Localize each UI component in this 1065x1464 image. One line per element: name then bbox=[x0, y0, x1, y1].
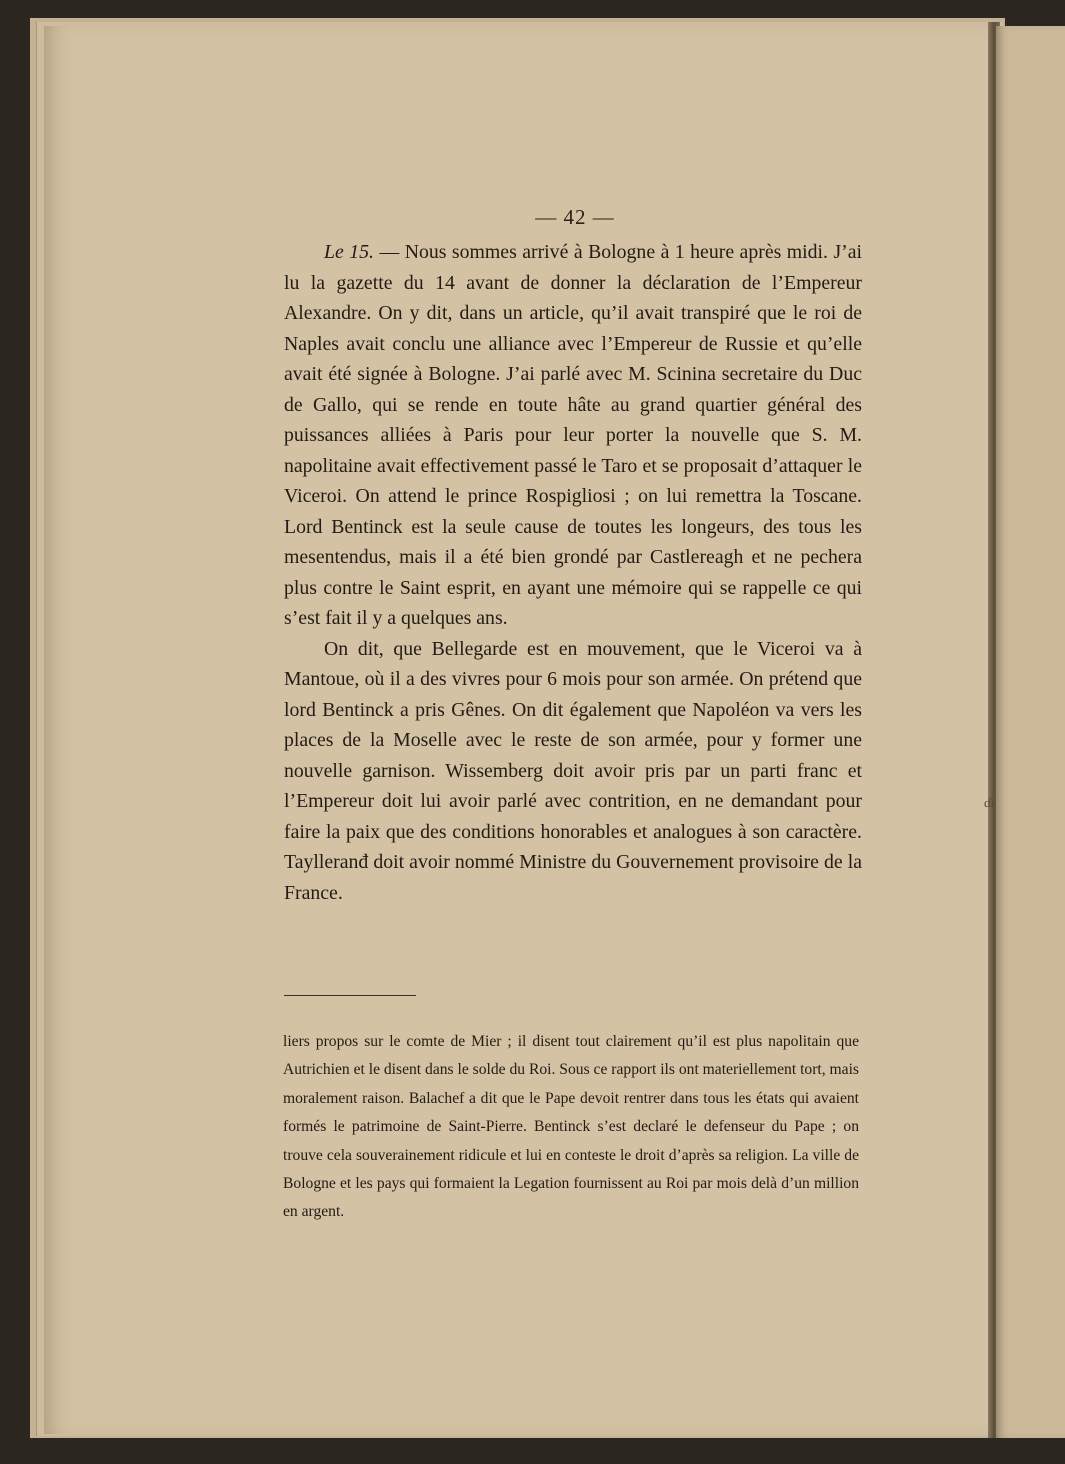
paragraph-2-text: On dit, que Bellegarde est en mouvement, que le Viceroi va à Mantoue, où il a des vivres pour 6 mois pour son armée. On prétend que lord Bentinck a pris Gênes. On dit également que Napoléon va vers les places de la Moselle avec le reste de son armée, pour y former une nouvelle garnison. Wissemberg doit avoir pris par un parti franc et l’Empereur doit lui avoir parlé avec contrition, en ne demandant pour faire la paix que des conditions honorables et analogues à son caractère. Taylleranđ doit avoir nommé Ministre du Gouvernement provisoire de la France. bbox=[284, 637, 862, 904]
paragraph-1 bbox=[284, 237, 862, 634]
facing-page-mark: ɗì bbox=[984, 795, 995, 810]
paragraph-1-text: — Nous sommes arrivé à Bologne à 1 heure après midi. J’ai lu la gazette du 14 avant de donner la déclaration de l’Empereur Alexandre. On y dit, dans un article, qu’il avait transpiré que le roi de Naples avait conclu une alliance avec l’Empereur de Russie et qu’elle avait été signée à Bologne. J’ai parlé avec M. Scinina secretaire du Duc de Gallo, qui se rende en toute hâte au grand quartier général des puissances alliées à Paris pour leur porter la nouvelle que S. M. napolitaine avait effectivement passé le Taro et se proposait d’attaquer le Viceroi. On attend le prince Rospigliosi ; on lui remettra la Toscane. Lord Bentinck est la seule cause de toutes les longeurs, des tous les mesentendus, mais il a été bien grondé par Castlereagh et ne pechera plus contre le Saint esprit, en ayant une mémoire qui se rappelle ce qui s’est fait il y a quelques ans. bbox=[284, 241, 863, 629]
paragraph-2 bbox=[284, 634, 862, 909]
footnote: liers propos sur le comte de Mier ; il disent tout clairement qu’il est plus napolitain que Autrichien et le disent dans le solde du Roi. Sous ce rapport ils ont materiellement tort, mais moralement raison. Balachef a dit que le Pape devoit rentrer dans tous les états qui avaient formés le patrimoine de Saint-Pierre. Bentinck s’est declaré le defenseur du Pape ; on trouve cela souverainement ridicule et lui en conteste le droit d’après sa religion. La ville de Bologne et les pays qui formaient la Legation fournissent au Roi par mois delà d’un million en argent. bbox=[283, 1033, 859, 1221]
footnote-rule bbox=[284, 995, 416, 996]
main-text bbox=[284, 237, 862, 908]
entry-date: Le 15. bbox=[324, 241, 374, 263]
facing-page-edge bbox=[996, 26, 1065, 1438]
page-number: — 42 — bbox=[535, 205, 615, 229]
